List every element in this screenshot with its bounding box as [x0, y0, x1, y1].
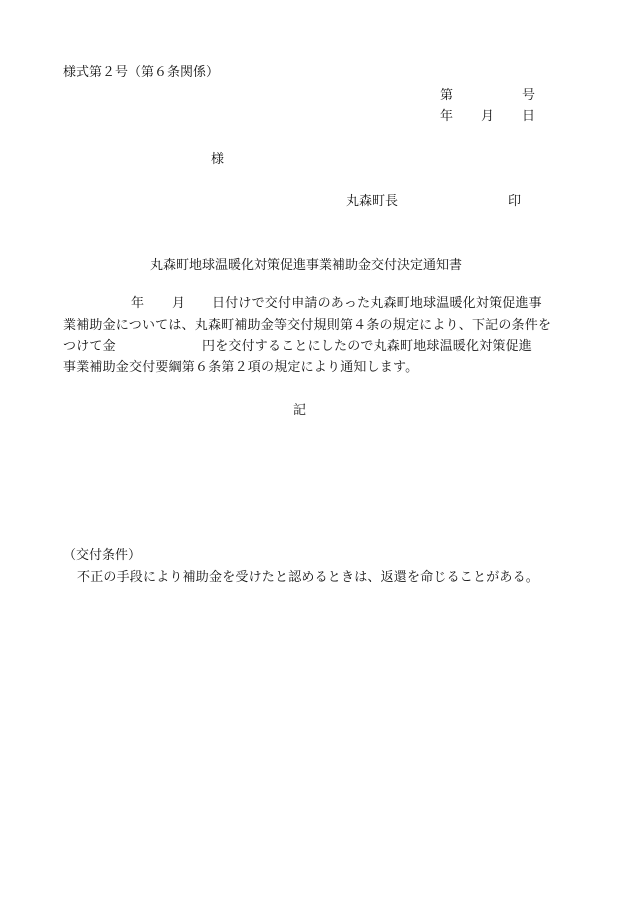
- issuer-title: 丸森町長: [346, 194, 399, 209]
- ki-marker: 記: [293, 403, 307, 418]
- form-number: 様式第２号（第６条関係）: [63, 65, 220, 80]
- date-year-label: 年: [440, 109, 454, 124]
- body-date-year-label: 年: [131, 296, 145, 311]
- date-month-label: 月: [481, 109, 495, 124]
- document-number-dai: 第: [440, 88, 454, 103]
- body-line-2: 業補助金については、丸森町補助金等交付規則第４条の規定により、下記の条件を: [63, 318, 552, 333]
- date-day-label: 日: [522, 109, 536, 124]
- body-line-3-prefix: つけて金: [63, 339, 116, 354]
- body-line-3-suffix: 円を交付することにしたので丸森町地球温暖化対策促進: [202, 339, 533, 354]
- body-line-4: 事業補助金交付要綱第６条第２項の規定により通知します。: [63, 360, 419, 375]
- conditions-text: 不正の手段により補助金を受けたと認めるときは、返還を命じることがある。: [77, 570, 540, 585]
- issuer-seal: 印: [508, 194, 522, 209]
- document-title: 丸森町地球温暖化対策促進事業補助金交付決定通知書: [150, 258, 463, 273]
- body-date-month-label: 月: [172, 296, 186, 311]
- addressee-honorific: 様: [211, 152, 225, 167]
- body-line-1: 日付けで交付申請のあった丸森町地球温暖化対策促進事: [212, 296, 542, 311]
- conditions-heading: （交付条件）: [63, 548, 142, 563]
- document-number-go: 号: [522, 88, 536, 103]
